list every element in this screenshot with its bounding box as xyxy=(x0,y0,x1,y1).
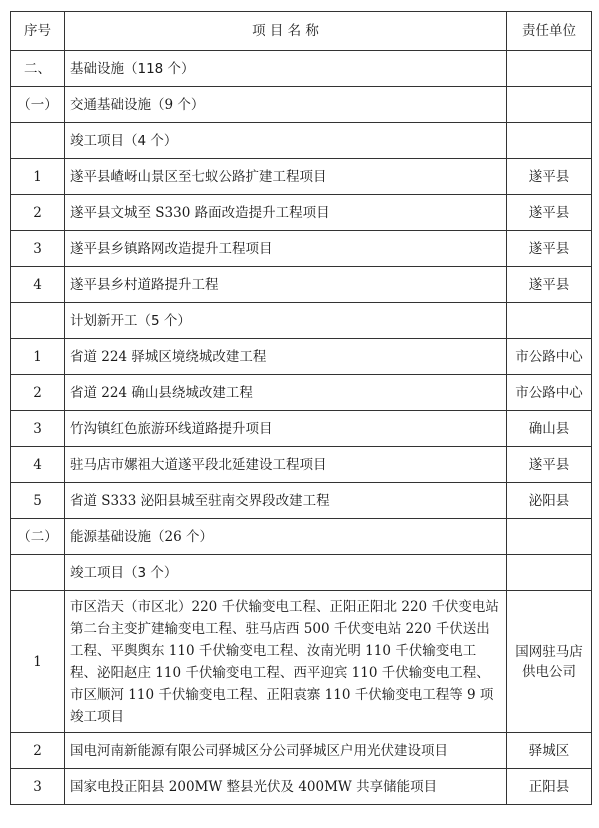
row-unit: 遂平县 xyxy=(507,267,592,303)
group-row xyxy=(11,123,592,159)
section-row xyxy=(11,51,592,87)
row-unit xyxy=(507,555,592,591)
row-unit xyxy=(507,87,592,123)
row-item: 交通基础设施（9 个） xyxy=(65,87,507,123)
row-no: 3 xyxy=(11,231,65,267)
row-item: 驻马店市嫘祖大道遂平段北延建设工程项目 xyxy=(65,447,507,483)
row-no xyxy=(11,123,65,159)
row-item: 国家电投正阳县 200MW 整县光伏及 400MW 共享储能项目 xyxy=(65,769,507,805)
table-row xyxy=(11,447,592,483)
row-item: 省道 224 确山县绕城改建工程 xyxy=(65,375,507,411)
row-item: 计划新开工（5 个） xyxy=(65,303,507,339)
table-row xyxy=(11,195,592,231)
row-no: 3 xyxy=(11,411,65,447)
row-no: 3 xyxy=(11,769,65,805)
row-no: （二） xyxy=(11,519,65,555)
row-unit: 遂平县 xyxy=(507,195,592,231)
row-unit: 遂平县 xyxy=(507,159,592,195)
row-no xyxy=(11,555,65,591)
row-item: 遂平县文城至 S330 路面改造提升工程项目 xyxy=(65,195,507,231)
group-row xyxy=(11,303,592,339)
row-item: 竣工项目（4 个） xyxy=(65,123,507,159)
row-unit: 泌阳县 xyxy=(507,483,592,519)
row-no: （一） xyxy=(11,87,65,123)
row-no: 2 xyxy=(11,375,65,411)
table-row xyxy=(11,591,592,733)
row-no: 1 xyxy=(11,339,65,375)
row-no: 4 xyxy=(11,447,65,483)
row-item: 遂平县乡镇路网改造提升工程项目 xyxy=(65,231,507,267)
row-unit: 国网驻马店供电公司 xyxy=(507,591,592,733)
table-row xyxy=(11,231,592,267)
table-row xyxy=(11,483,592,519)
project-table xyxy=(10,11,592,805)
group-row xyxy=(11,555,592,591)
row-item: 市区浩天（市区北）220 千伏输变电工程、正阳正阳北 220 千伏变电站第二台主变扩建输变电工程、驻马店西 500 千伏变电站 220 千伏送出工程、平舆舆东 110 千伏输变电工程、汝南光明 110 千伏输变电工程、泌阳赵庄 110 千伏输变电工程、西平迎宾 110 千伏输变电工程、市区顺河 110 千伏输变电工程、正阳袁寨 110 千伏输变电工程等 9 项竣工项目 xyxy=(65,591,507,733)
row-no: 二、 xyxy=(11,51,65,87)
row-unit: 市公路中心 xyxy=(507,375,592,411)
row-unit xyxy=(507,303,592,339)
row-item: 省道 S333 泌阳县城至驻南交界段改建工程 xyxy=(65,483,507,519)
row-unit: 遂平县 xyxy=(507,231,592,267)
row-unit: 确山县 xyxy=(507,411,592,447)
table-row xyxy=(11,769,592,805)
row-item: 能源基础设施（26 个） xyxy=(65,519,507,555)
table-row xyxy=(11,375,592,411)
row-no: 2 xyxy=(11,195,65,231)
row-item: 竣工项目（3 个） xyxy=(65,555,507,591)
row-item: 省道 224 驿城区境绕城改建工程 xyxy=(65,339,507,375)
table-row xyxy=(11,339,592,375)
row-unit: 遂平县 xyxy=(507,447,592,483)
table-row xyxy=(11,267,592,303)
header-item: 项 目 名 称 xyxy=(65,12,507,51)
row-no: 1 xyxy=(11,591,65,733)
subsection-row xyxy=(11,519,592,555)
row-item: 遂平县嵖岈山景区至七蚁公路扩建工程项目 xyxy=(65,159,507,195)
table-row xyxy=(11,159,592,195)
row-unit: 市公路中心 xyxy=(507,339,592,375)
table-row xyxy=(11,733,592,769)
header-no: 序号 xyxy=(11,12,65,51)
row-item: 竹沟镇红色旅游环线道路提升项目 xyxy=(65,411,507,447)
row-no: 4 xyxy=(11,267,65,303)
row-no: 5 xyxy=(11,483,65,519)
row-unit: 驿城区 xyxy=(507,733,592,769)
table-row xyxy=(11,411,592,447)
row-item: 国电河南新能源有限公司驿城区分公司驿城区户用光伏建设项目 xyxy=(65,733,507,769)
row-unit xyxy=(507,51,592,87)
row-item: 遂平县乡村道路提升工程 xyxy=(65,267,507,303)
row-no xyxy=(11,303,65,339)
row-unit: 正阳县 xyxy=(507,769,592,805)
row-unit xyxy=(507,123,592,159)
row-no: 2 xyxy=(11,733,65,769)
header-unit: 责任单位 xyxy=(507,12,592,51)
subsection-row xyxy=(11,87,592,123)
row-unit xyxy=(507,519,592,555)
table-header-row xyxy=(11,12,592,51)
row-item: 基础设施（118 个） xyxy=(65,51,507,87)
row-no: 1 xyxy=(11,159,65,195)
